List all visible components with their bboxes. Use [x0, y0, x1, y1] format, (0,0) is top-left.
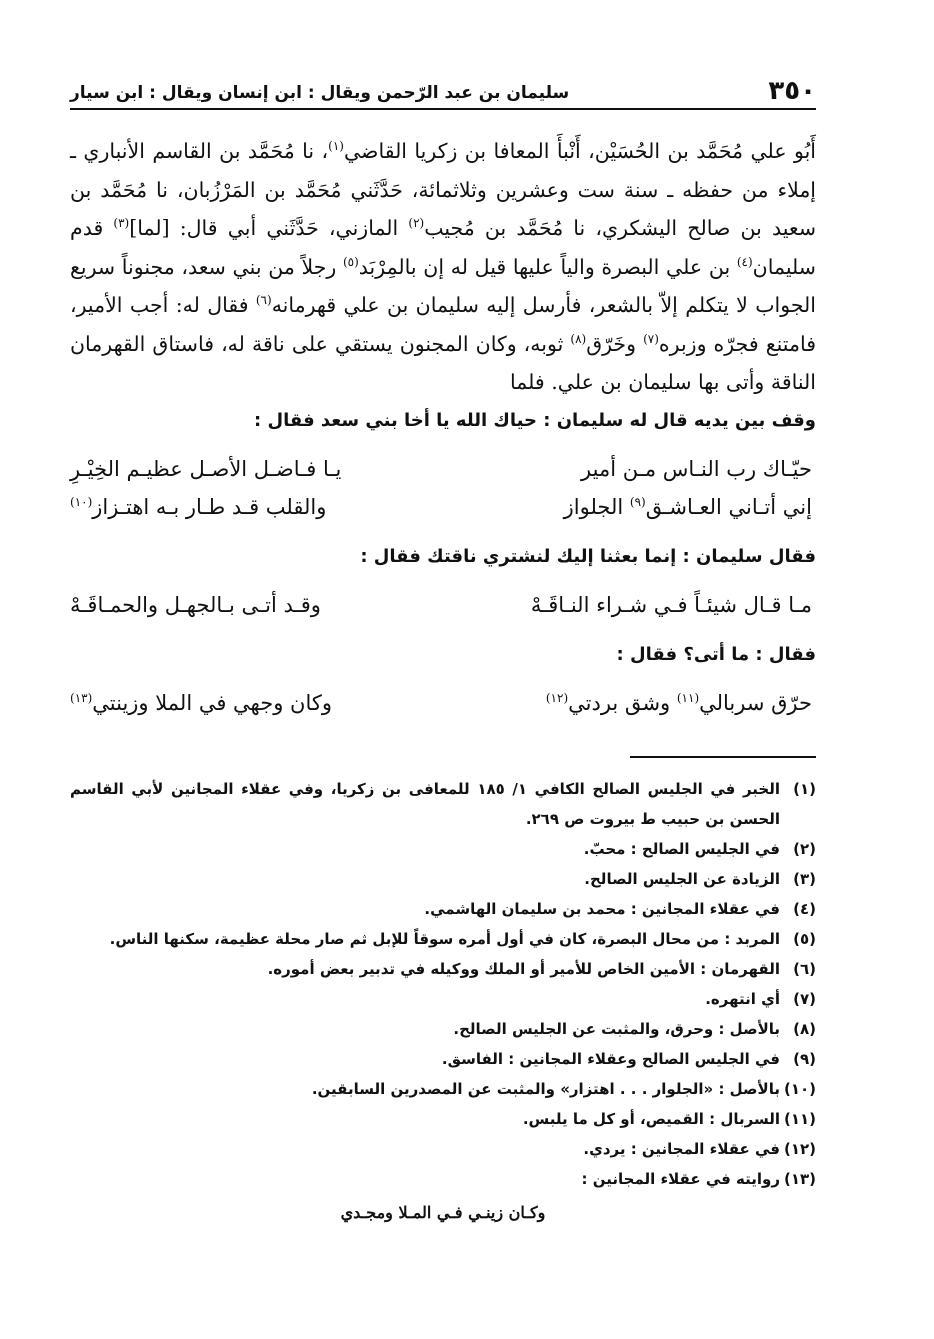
verse-group-2 [70, 586, 816, 624]
verse-second-hemistich [70, 488, 326, 526]
book-page [70, 70, 816, 1309]
text-segment: ، نا مُحَمَّد بن القاسم الأنباري ـ إملاء من حفظه ـ سنة ست وعشرين وثلاثمائة، حَدَّثَني مُحَمَّد بن المَرْزُبان، نا مُحَمَّد بن سعيد بن صالح اليشكري، نا مُحَمَّد بن مُجيب [70, 139, 816, 240]
verse-first-hemistich: حيّـاك رب النـاس مـن أمير [581, 456, 812, 481]
footnote-item [70, 1104, 816, 1134]
verse-group-3 [70, 684, 816, 722]
footnote-marker: (٢) [408, 216, 425, 231]
verse-text: حرّق سربالي [699, 690, 812, 715]
footnote-marker: (١٠) [70, 494, 93, 509]
footnote-marker: (٦) [255, 293, 272, 308]
footnote-text: المربد : من محال البصرة، كان في أول أمره سوقاً للإبل ثم صار محلة عظيمة، سكنها الناس. [109, 929, 780, 948]
footnote-item [70, 1134, 816, 1164]
verse-first-hemistich: مـا قـال شيئـاً فـي شـراء النـاقَـهْ [530, 592, 812, 617]
verse-group-1 [70, 450, 816, 526]
verse-line [70, 450, 816, 488]
footnote-marker: (٣) [113, 216, 130, 231]
text-segment: رجلاً من بني سعد، مجنوناً سريع الجواب لا يتكلم إلاّ بالشعر، فأرسل إليه سليمان بن علي قهرمانه [70, 254, 816, 317]
verse-line [70, 488, 816, 526]
verse-text: وشق بردتي [568, 690, 677, 715]
footnote-number: (٥) [793, 929, 816, 948]
footnote-item [70, 834, 816, 864]
footnote-number: (١٠) [783, 1079, 816, 1098]
text-segment: ثوبه، وكان المجنون يستقي على ناقة له، فاستاق القهرمان الناقة وأتى بها سليمان بن علي. فلما [70, 331, 816, 394]
dialogue-line: وقف بين يديه قال له سليمان : حياك الله يا أخا بني سعد فقال : [254, 409, 816, 431]
footnote-marker: (٧) [643, 331, 659, 346]
footnote-text: بالأصل : «الجلوار . . . اهتزار» والمثبت عن المصدرين السابقين. [311, 1079, 780, 1098]
footnote-marker: (١٢) [545, 690, 569, 705]
verse-first-hemistich [564, 488, 812, 526]
footnote-verse: وكـان زينـي فـي المـلا ومجـدي [340, 1202, 546, 1222]
verse-text: إني أتـاني العـاشـق [645, 494, 812, 519]
footnote-marker: (٥) [342, 254, 359, 269]
footnote-item [70, 1014, 816, 1044]
page-number: ٣٥٠ [768, 76, 816, 106]
footnote-number: (١٣) [783, 1169, 816, 1188]
footnote-text: في الجليس الصالح : محبّ. [583, 839, 780, 858]
running-title: سليمان بن عبد الرّحمن ويقال : ابن إنسان ويقال : ابن سيار [70, 83, 570, 103]
verse-second-hemistich [70, 684, 332, 722]
footnote-marker: (١١) [676, 690, 700, 705]
footnote-number: (١) [793, 779, 816, 798]
footnote-separator [630, 756, 816, 758]
footnote-item [70, 924, 816, 954]
running-head [70, 70, 816, 110]
footnotes [70, 774, 816, 1228]
verse-second-hemistich: يـا فـاضـل الأصـل عظيـم الخِيْـرِ [70, 456, 342, 481]
footnote-marker: (١) [328, 139, 344, 154]
footnote-number: (١١) [783, 1109, 816, 1128]
verse-line [70, 586, 816, 624]
text-segment: فقال له: أجب الأمير، فامتنع فجرّه وزبره [70, 293, 817, 356]
dialogue-line: فقال : ما أتى؟ فقال : [616, 643, 816, 665]
footnote-number: (٧) [793, 989, 816, 1008]
footnote-text: الزيادة عن الجليس الصالح. [584, 869, 780, 888]
footnote-number: (٣) [793, 869, 816, 888]
footnote-item [70, 954, 816, 984]
footnote-number: (١٢) [783, 1139, 816, 1158]
footnote-number: (٦) [793, 959, 816, 978]
text-segment: المازني، حَدَّثَني أبي قال: [لما] [129, 216, 409, 240]
text-segment: أَبُو علي مُحَمَّد بن الحُسَيْن، أَنْبأَ المعافا بن زكريا القاضي [343, 139, 816, 163]
footnote-text: روايته في عقلاء المجانين : [581, 1169, 780, 1188]
footnote-item [70, 1164, 816, 1194]
text-segment: بن علي البصرة والياً عليها قيل له إن بالمِرْبَد [358, 254, 737, 279]
footnote-item [70, 864, 816, 894]
footnote-item [70, 1074, 816, 1104]
footnote-marker: (٨) [570, 331, 587, 346]
footnote-text: بالأصل : وحرق، والمثبت عن الجليس الصالح. [453, 1019, 780, 1038]
verse-first-hemistich [546, 684, 812, 722]
footnote-marker: (١٣) [70, 690, 93, 705]
footnote-text: الخبر في الجليس الصالح الكافي ١/ ١٨٥ للمعافى بن زكريا، وفي عقلاء المجانين لأبي القاسم الحسن بن حبيب ط بيروت ص ٢٦٩. [70, 779, 781, 828]
footnote-text: القهرمان : الأمين الخاص للأمير أو الملك ووكيله في تدبير بعض أموره. [267, 959, 780, 978]
footnote-text: في الجليس الصالح وعقلاء المجانين : الفاسق. [441, 1049, 780, 1068]
footnote-marker: (٩) [629, 494, 646, 509]
footnote-number: (٢) [793, 839, 816, 858]
text-segment: قدم سليمان [70, 216, 816, 279]
footnote-item [70, 1044, 816, 1074]
footnote-number: (٤) [793, 899, 816, 918]
footnote-text: في عقلاء المجانين : يردي. [583, 1139, 780, 1158]
footnote-item [70, 984, 816, 1014]
main-text [70, 132, 816, 722]
verse-text: والقلب قـد طـار بـه اهتـزاز [92, 494, 327, 519]
footnote-number: (٩) [793, 1049, 816, 1068]
dialogue-line: فقال سليمان : إنما بعثنا إليك لنشتري ناقتك فقال : [360, 545, 816, 567]
footnote-item [70, 774, 816, 834]
narration-paragraph [70, 132, 816, 402]
verse-second-hemistich: وقـد أتـى بـالجهـل والحمـاقَـهْ [70, 592, 321, 617]
footnote-item [70, 894, 816, 924]
text-segment: وخَرّق [586, 331, 644, 356]
verse-text: وكان وجهي في الملا وزينتي [92, 690, 332, 715]
verse-text: الجلواز [563, 494, 630, 519]
footnote-text: السربال : القميص، أو كل ما يلبس. [522, 1109, 780, 1128]
footnote-marker: (٤) [736, 254, 753, 269]
footnote-text: في عقلاء المجانين : محمد بن سليمان الهاشمي. [424, 899, 780, 918]
verse-line [70, 684, 816, 722]
footnote-text: أي انتهره. [705, 989, 780, 1008]
footnote-number: (٨) [793, 1019, 816, 1038]
